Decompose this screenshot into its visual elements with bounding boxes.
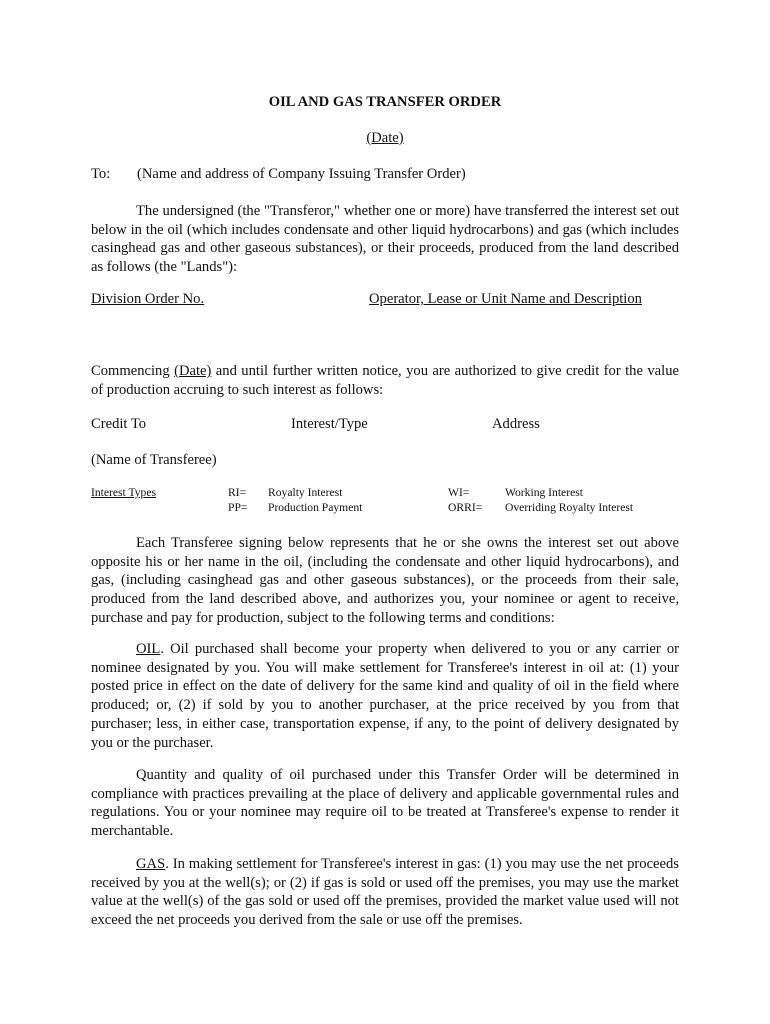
gas-text: . In making settlement for Transferee's interest in gas: (1) you may use the net proceeds received by you at the well(s); or (2) if gas is sold or used off the premises, you may use the market value at the well(s) of the gas sold or used off the premises, provided the market value used will not exceed the net proceeds you derived from the sale or use off the premises. [91,856,679,929]
document-title: OIL AND GAS TRANSFER ORDER [268,94,502,110]
oil-text: . Oil purchased shall become your property when delivered to you or any carrier or nominee designated by you. You will make settlement for Transferee's interest in oil at: (1) your posted price in effect on the date of delivery for the same kind and quality of oil in the field where produced; or, (2) if sold by you to another purchaser, at the price received by you from that purchaser; less, in either case, transportation expense, if any, to the point of delivery designated by you or the purchaser. [91,641,679,751]
interest-type-name: Production Payment [268,501,363,514]
to-label: To: [91,166,111,182]
commencing-date: (Date) [174,363,212,379]
gas-section [91,855,679,930]
intro-text: The undersigned (the "Transferor," whether one or more) have transferred the interest set out below in the oil (which includes condensate and other liquid hydrocarbons) and gas (which includes casinghead gas and other gaseous substances), or their proceeds, produced from the land described as follows (the "Lands"): [91,203,679,276]
division-order-label: Division Order No. [91,291,205,307]
interest-type-name: Royalty Interest [268,486,343,499]
intro-paragraph [91,202,679,277]
to-recipient: (Name and address of Company Issuing Transfer Order) [137,166,466,182]
date-placeholder: (Date) [366,130,404,146]
interest-type-code: WI= [448,486,470,499]
credit-to-header: Credit To [91,416,147,432]
quantity-paragraph [91,766,679,841]
interest-types-label: Interest Types [91,486,156,499]
interest-type-header: Interest/Type [291,416,368,432]
quantity-text: Quantity and quality of oil purchased under this Transfer Order will be determined in compliance with practices prevailing at the place of delivery and applicable governmental rules and regulations. You or your nominee may require oil to be treated at Transferee's expense to render it merchantable. [91,767,679,840]
transferee-placeholder: (Name of Transferee) [91,452,217,468]
operator-lease-label: Operator, Lease or Unit Name and Description [369,291,642,307]
transferee-paragraph [91,534,679,628]
interest-type-code: PP= [228,501,248,514]
transferee-text: Each Transferee signing below represents that he or she owns the interest set out above opposite his or her name in the oil, (including the condensate and other liquid hydrocarbons), and gas, (including casinghead gas and other gaseous substances), or the proceeds from their sale, produced from the land described above, and authorizes you, your nominee or agent to receive, purchase and pay for production, subject to the following terms and conditions: [91,535,679,626]
gas-heading: GAS [136,856,166,872]
oil-section [91,640,679,752]
interest-type-name: Overriding Royalty Interest [505,501,634,514]
interest-type-code: RI= [228,486,247,499]
interest-type-code: ORRI= [448,501,483,514]
commencing-text: and until further written notice, you are authorized to give credit for the value of production accruing to such interest as follows: [91,363,679,398]
address-header: Address [492,416,540,432]
commencing-paragraph [91,362,679,399]
commencing-lead: Commencing [91,363,170,379]
oil-heading: OIL [136,641,161,657]
interest-type-name: Working Interest [505,486,583,499]
